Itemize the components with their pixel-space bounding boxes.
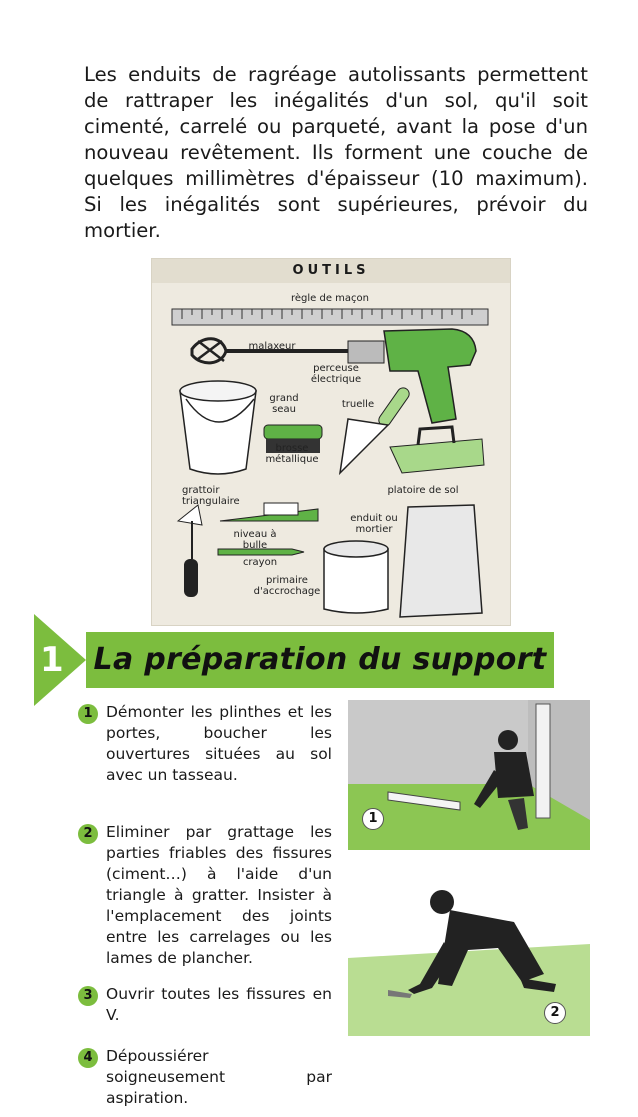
primaire-icon [324,541,388,613]
grattoir-icon [178,505,202,597]
label-perceuse: perceuse électrique [310,363,362,385]
step-1 [78,702,332,786]
intro-paragraph: Les enduits de ragréage autolissants permettent de rattraper les inégalités d'un sol, qu'il soit cimenté, carrelé ou parqueté, avant la pose d'un nouveau revêtement. Ils forment une couche de quelques millimètres d'épaisseur (10 maximum). Si les inégalités sont supérieures, prévoir du mortier. [84,63,588,242]
illustration-1-drawing [348,700,590,850]
step-text: Dépoussiérer soigneusement par aspiration. [106,1047,332,1107]
step-text: Démonter les plinthes et les portes, boucher les ouvertures situées au sol avec un tasseau. [106,703,332,784]
illustration-1-badge: 1 [362,808,384,830]
label-platoire: platoire de sol [387,485,459,496]
label-niveau: niveau à bulle [233,529,277,551]
illustration-2-badge: 2 [544,1002,566,1024]
label-enduit: enduit ou mortier [350,513,398,535]
label-grattoir: grattoir triangulaire [182,485,240,507]
label-crayon: crayon [242,557,278,568]
label-brosse: brosse métallique [265,443,319,465]
platoire-icon [390,427,484,473]
step-badge: 1 [78,704,98,724]
label-primaire: primaire d'accrochage [253,575,321,597]
step-text: Ouvrir toutes les fissures en V. [106,985,332,1024]
tools-title: OUTILS [152,259,510,283]
step-4 [78,1046,332,1109]
tools-panel [151,258,511,626]
label-malaxeur: malaxeur [248,341,296,352]
step-badge: 2 [78,824,98,844]
illustration-2 [348,866,590,1036]
label-regle: règle de maçon [290,293,369,304]
step-text: Eliminer par grattage les parties friables des fissures (ciment…) à l'aide d'un triangle à gratter. Insister à l'emplacement des joints entre les carrelages ou les lames de plancher. [106,823,332,967]
regle-icon [172,309,488,325]
section-number: 1 [40,640,64,680]
sac-icon [400,505,482,617]
seau-icon [180,381,256,474]
illustration-1 [348,700,590,850]
tools-illustration [152,259,510,625]
section-title: La préparation du support [86,632,554,688]
step-badge: 3 [78,986,98,1006]
label-truelle: truelle [341,399,375,410]
step-badge: 4 [78,1048,98,1068]
label-grand-seau: grand seau [269,393,299,415]
step-3 [78,984,332,1026]
step-2 [78,822,332,969]
